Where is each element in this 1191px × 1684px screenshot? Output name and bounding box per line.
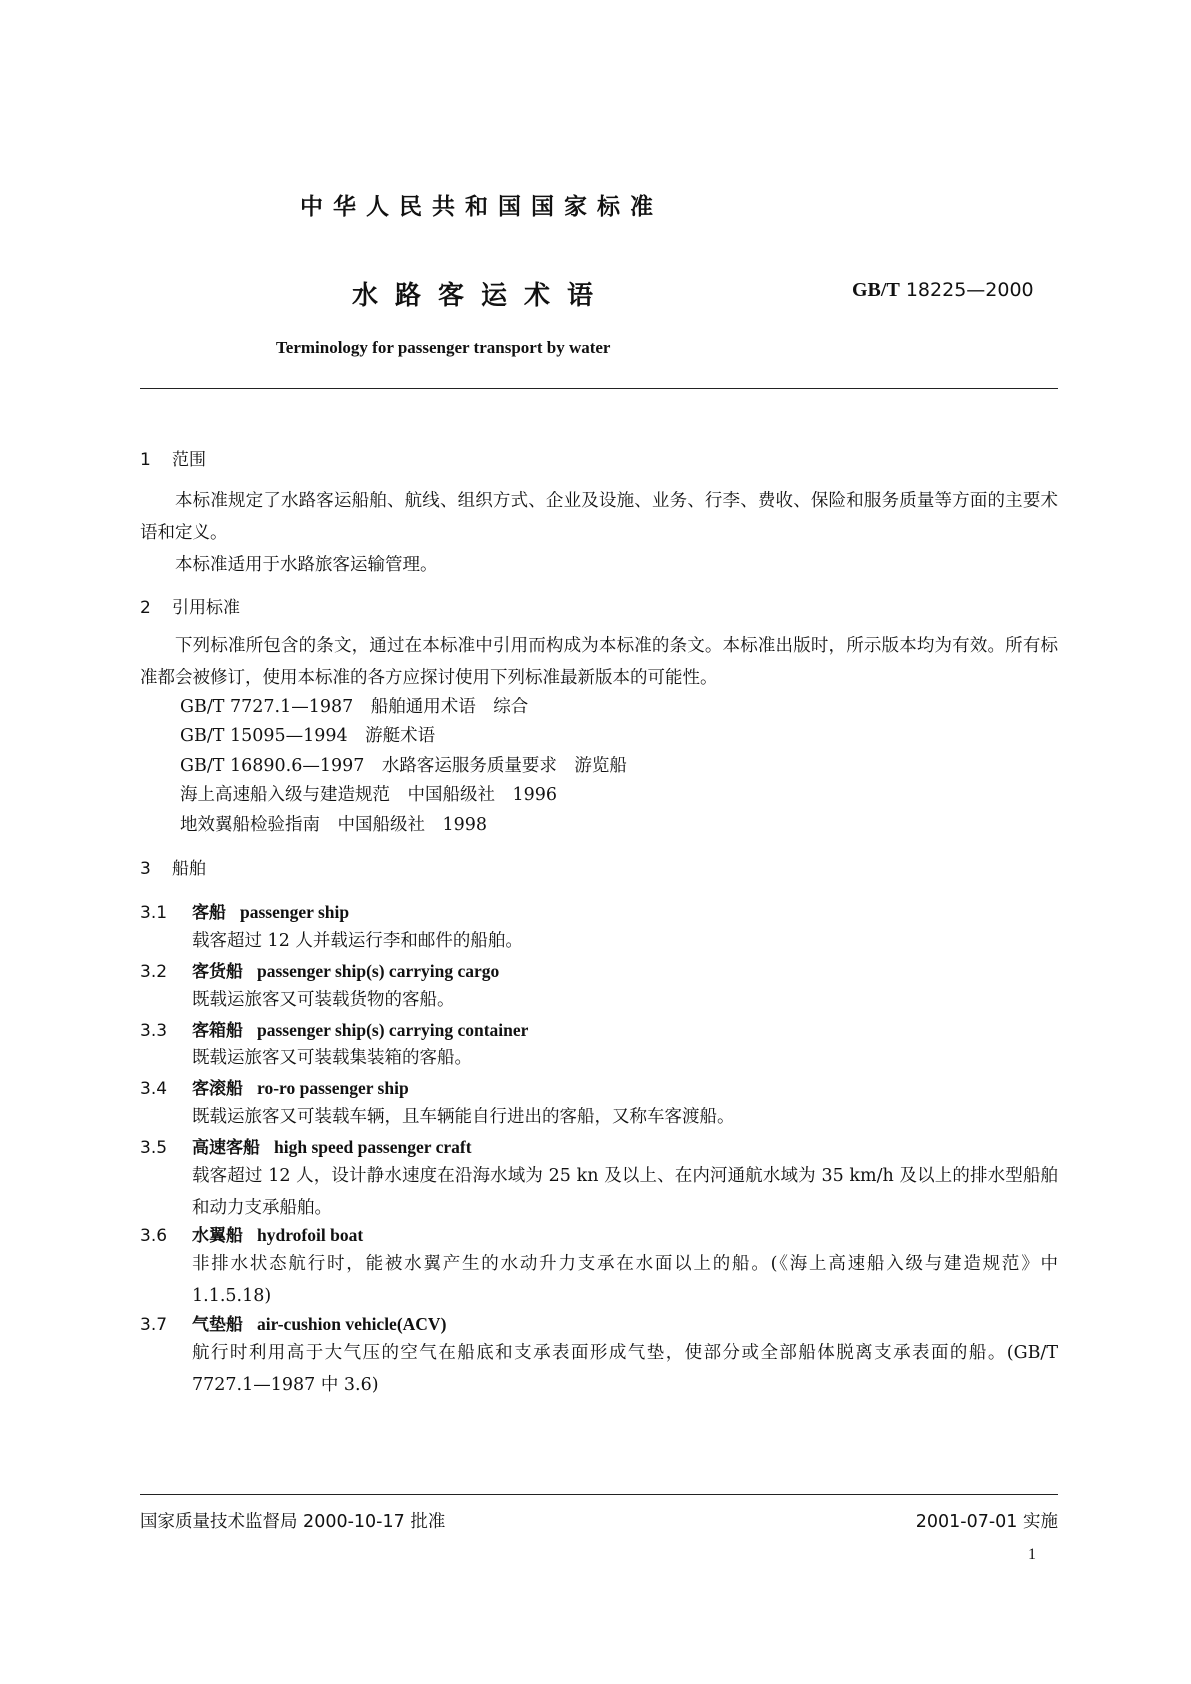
section-1-heading (140, 445, 206, 470)
term-definition: 载客超过 12 人，设计静水速度在沿海水域为 25 kn 及以上、在内河通航水域为 35 km/h 及以上的排水型船舶和动力支承船舶。 (192, 1166, 1058, 1218)
section-2-heading (140, 593, 240, 618)
document-title: 水路客运术语 (352, 281, 611, 311)
section-3-heading (140, 854, 206, 879)
term-heading (140, 1310, 446, 1335)
bottom-divider (140, 1494, 1058, 1495)
top-divider (140, 388, 1058, 389)
term-en: high speed passenger craft (274, 1137, 472, 1157)
term-definition: 航行时利用高于大气压的空气在船底和支承表面形成气垫，使部分或全部船体脱离支承表面的船。(GB/T 7727.1—1987 中 3.6) (192, 1343, 1058, 1395)
term-en: passenger ship (240, 902, 350, 922)
term-heading (140, 1074, 409, 1099)
term-heading (140, 1221, 363, 1246)
term-number: 3.3 (140, 1021, 168, 1041)
term-zh: 水翼船 (192, 1226, 243, 1246)
term-zh: 高速客船 (192, 1138, 260, 1158)
term-definition: 载客超过 12 人并载运行李和邮件的船舶。 (192, 931, 523, 951)
standard-header: 中华人民共和国国家标准 (300, 194, 663, 220)
reference-item: GB/T 15095—1994 游艇术语 (180, 726, 436, 746)
section-2-body (140, 630, 1058, 694)
section-1-body (140, 485, 1058, 581)
reference-item: 海上高速船入级与建造规范 中国船级社 1996 (180, 785, 558, 805)
code-prefix: GB/T (852, 279, 900, 301)
term-zh: 客滚船 (192, 1079, 243, 1099)
page-number: 1 (1028, 1546, 1036, 1563)
section-title: 船舶 (172, 859, 206, 879)
standard-code (852, 279, 1034, 302)
term-zh: 客船 (192, 903, 226, 923)
section-number: 2 (140, 598, 151, 618)
term-en: ro-ro passenger ship (257, 1078, 409, 1098)
paragraph: 本标准规定了水路客运船舶、航线、组织方式、企业及设施、业务、行李、费收、保险和服务质量等方面的主要术语和定义。 (140, 491, 1058, 543)
term-definition: 既载运旅客又可装载集装箱的客船。 (192, 1048, 472, 1068)
section-title: 范围 (172, 450, 206, 470)
effective-date: 2001-07-01 实施 (915, 1512, 1058, 1532)
reference-item: GB/T 16890.6—1997 水路客运服务质量要求 游览船 (180, 756, 627, 776)
term-heading (140, 957, 499, 982)
term-definition: 既载运旅客又可装载车辆，且车辆能自行进出的客船，又称车客渡船。 (192, 1107, 735, 1127)
term-heading (140, 1133, 472, 1158)
term-zh: 客箱船 (192, 1021, 243, 1041)
term-definition: 既载运旅客又可装载货物的客船。 (192, 990, 455, 1010)
term-zh: 气垫船 (192, 1315, 243, 1335)
section-title: 引用标准 (172, 598, 240, 618)
term-number: 3.6 (140, 1226, 168, 1246)
term-number: 3.1 (140, 903, 168, 923)
term-en: hydrofoil boat (257, 1225, 364, 1245)
english-title: Terminology for passenger transport by water (276, 338, 611, 357)
term-number: 3.2 (140, 962, 168, 982)
paragraph: 本标准适用于水路旅客运输管理。 (175, 555, 438, 575)
term-en: passenger ship(s) carrying container (257, 1020, 529, 1040)
reference-item: 地效翼船检验指南 中国船级社 1998 (180, 815, 488, 835)
paragraph: 下列标准所包含的条文，通过在本标准中引用而构成为本标准的条文。本标准出版时，所示版本均为有效。所有标准都会被修订，使用本标准的各方应探讨使用下列标准最新版本的可能性。 (140, 636, 1058, 688)
term-number: 3.7 (140, 1315, 168, 1335)
approval-info: 国家质量技术监督局 2000-10-17 批准 (140, 1512, 446, 1532)
term-en: passenger ship(s) carrying cargo (257, 961, 500, 981)
section-number: 3 (140, 859, 151, 879)
term-heading (140, 898, 349, 923)
term-en: air-cushion vehicle(ACV) (257, 1314, 447, 1334)
section-number: 1 (140, 450, 151, 470)
term-number: 3.5 (140, 1138, 168, 1158)
reference-item: GB/T 7727.1—1987 船舶通用术语 综合 (180, 697, 529, 717)
term-heading (140, 1016, 528, 1041)
term-definition: 非排水状态航行时，能被水翼产生的水动升力支承在水面以上的船。(《海上高速船入级与建造规范》中 1.1.5.18) (192, 1254, 1058, 1306)
term-zh: 客货船 (192, 962, 243, 982)
code-number: 18225—2000 (905, 279, 1034, 301)
term-number: 3.4 (140, 1079, 168, 1099)
